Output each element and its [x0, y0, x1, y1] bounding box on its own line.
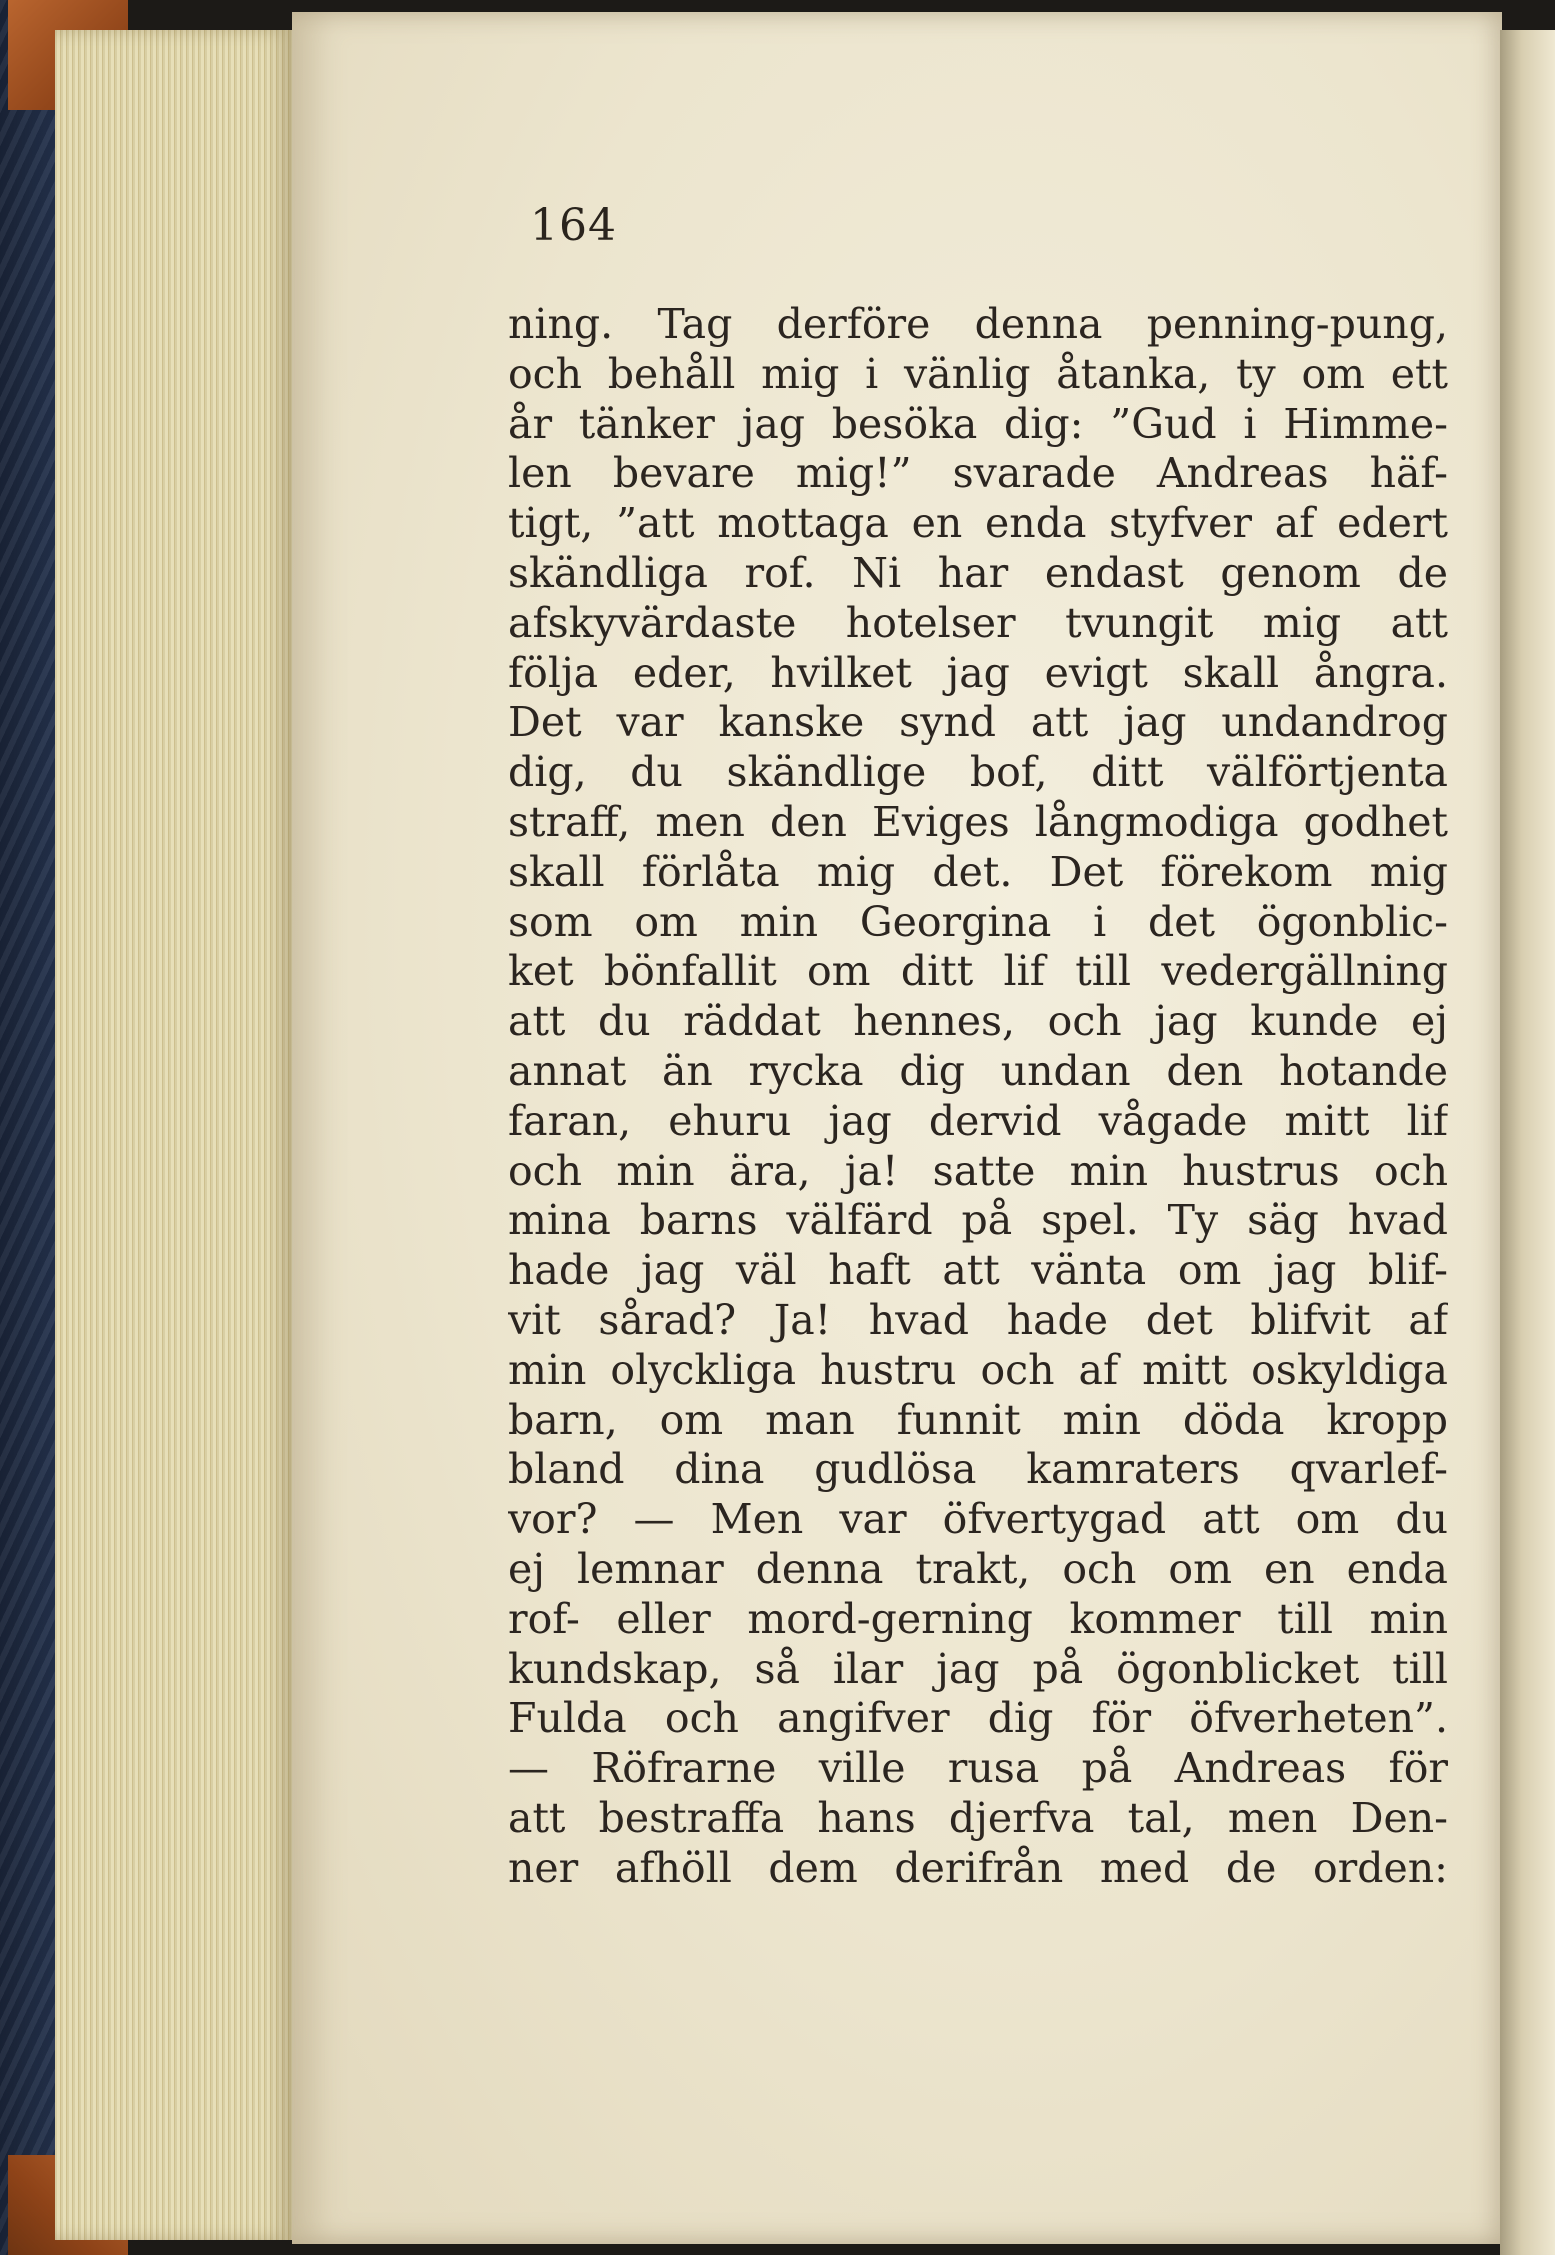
text-line: ej lemnar denna trakt, och om en enda	[508, 1544, 1448, 1593]
text-line: hade jag väl haft att vänta om jag blif-	[508, 1246, 1448, 1295]
facing-page-edge	[1500, 30, 1555, 2255]
text-line: straff, men den Eviges långmodiga godhet	[508, 797, 1448, 846]
text-line: att du räddat hennes, och jag kunde ej	[508, 997, 1448, 1046]
text-line: len bevare mig!” svarade Andreas häf-	[508, 449, 1448, 498]
text-line: Det var kanske synd att jag undandrog	[508, 698, 1448, 747]
text-line: som om min Georgina i det ögonblic-	[508, 897, 1448, 946]
text-line: ner afhöll dem derifrån med de orden:	[508, 1843, 1448, 1892]
text-line: skall förlåta mig det. Det förekom mig	[508, 847, 1448, 896]
text-line: bland dina gudlösa kamraters qvarlef-	[508, 1445, 1448, 1494]
text-line: rof- eller mord-gerning kommer till min	[508, 1594, 1448, 1643]
text-line: följa eder, hvilket jag evigt skall ångra.	[508, 648, 1448, 697]
text-line: år tänker jag besöka dig: ”Gud i Himme-	[508, 399, 1448, 448]
page-edges	[55, 30, 295, 2240]
text-line: — Röfrarne ville rusa på Andreas för	[508, 1744, 1448, 1793]
text-line: mina barns välfärd på spel. Ty säg hvad	[508, 1196, 1448, 1245]
text-line: och min ära, ja! satte min hustrus och	[508, 1146, 1448, 1195]
text-line: tigt, ”att mottaga en enda styfver af edert	[508, 499, 1448, 548]
text-line: ket bönfallit om ditt lif till vedergällning	[508, 947, 1448, 996]
text-line: skändliga rof. Ni har endast genom de	[508, 548, 1448, 597]
text-line: barn, om man funnit min döda kropp	[508, 1395, 1448, 1444]
text-line: Fulda och angifver dig för öfverheten”.	[508, 1694, 1448, 1743]
text-line: annat än rycka dig undan den hotande	[508, 1046, 1448, 1095]
body-text	[508, 300, 1448, 1894]
page-number: 164	[530, 200, 617, 251]
text-line: ning. Tag derföre denna penning-pung,	[508, 300, 1448, 348]
text-line: kundskap, så ilar jag på ögonblicket till	[508, 1644, 1448, 1693]
text-line: vit sårad? Ja! hvad hade det blifvit af	[508, 1295, 1448, 1344]
text-line: att bestraffa hans djerfva tal, men Den-	[508, 1793, 1448, 1842]
text-line: och behåll mig i vänlig åtanka, ty om ett	[508, 349, 1448, 398]
text-line: dig, du skändlige bof, ditt välförtjenta	[508, 748, 1448, 797]
text-line: min olyckliga hustru och af mitt oskyldiga	[508, 1345, 1448, 1394]
text-line: faran, ehuru jag dervid vågade mitt lif	[508, 1096, 1448, 1145]
text-line: vor? — Men var öfvertygad att om du	[508, 1495, 1448, 1544]
text-line: afskyvärdaste hotelser tvungit mig att	[508, 598, 1448, 647]
